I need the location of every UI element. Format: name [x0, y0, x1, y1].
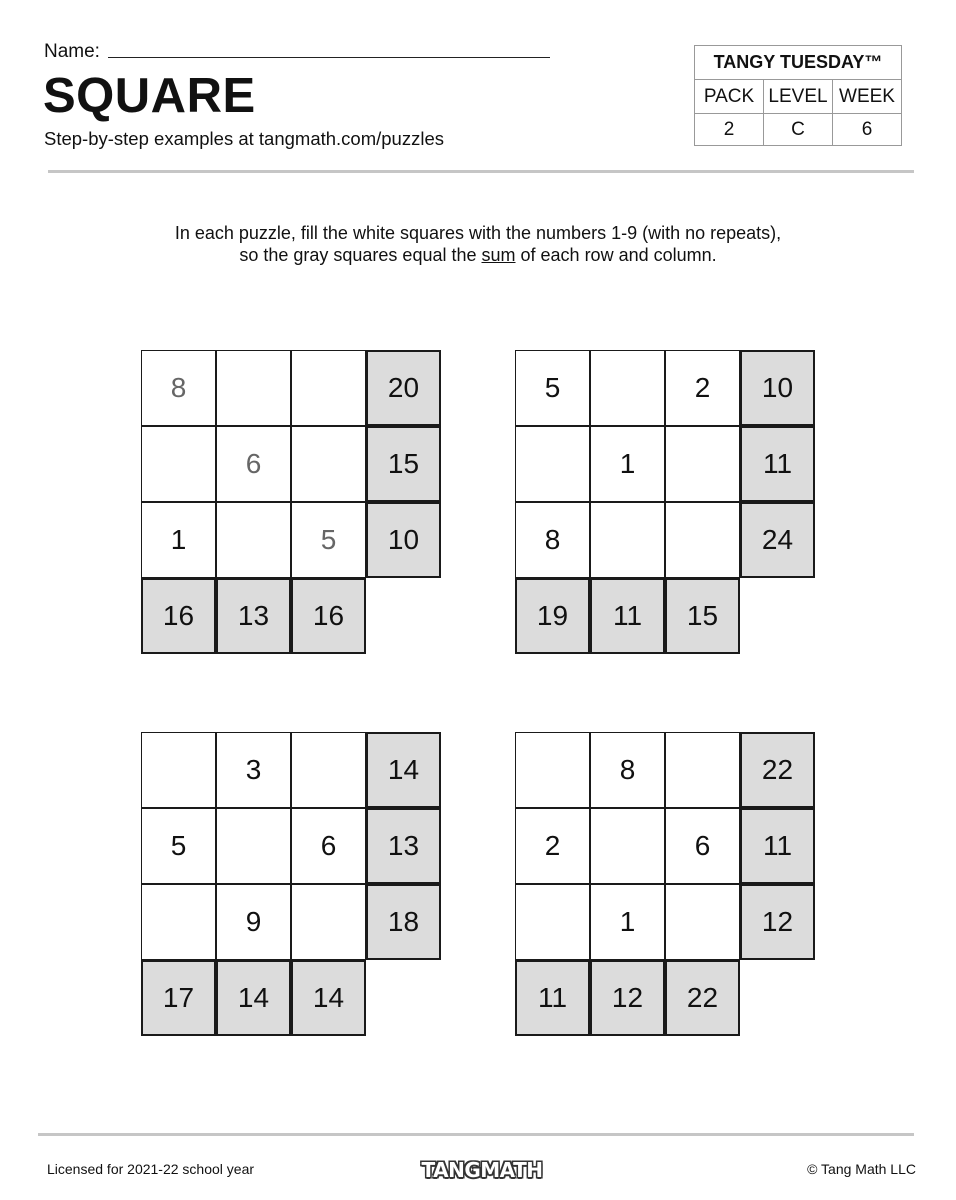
given-cell: 6	[291, 808, 366, 884]
empty-cell[interactable]	[590, 502, 665, 578]
puzzle-2	[515, 350, 815, 657]
empty-cell[interactable]	[515, 884, 590, 960]
given-cell: 8	[141, 350, 216, 426]
row-sum-cell: 13	[366, 808, 441, 884]
column-sum-cell: 19	[515, 578, 590, 654]
column-sum-cell: 11	[515, 960, 590, 1036]
row-sum-cell: 20	[366, 350, 441, 426]
row-sum-cell: 11	[740, 808, 815, 884]
column-sum-cell: 22	[665, 960, 740, 1036]
empty-cell[interactable]	[291, 732, 366, 808]
column-sum-cell: 12	[590, 960, 665, 1036]
given-cell: 8	[590, 732, 665, 808]
name-label: Name:	[44, 41, 100, 62]
row-sum-cell: 10	[740, 350, 815, 426]
given-cell: 8	[515, 502, 590, 578]
puzzle-1	[141, 350, 441, 657]
given-cell: 2	[515, 808, 590, 884]
given-cell: 1	[590, 426, 665, 502]
row-sum-cell: 12	[740, 884, 815, 960]
row-sum-cell: 14	[366, 732, 441, 808]
row-sum-cell: 24	[740, 502, 815, 578]
empty-cell[interactable]	[665, 732, 740, 808]
info-val-level: C	[764, 114, 833, 146]
page-title: SQUARE	[43, 69, 256, 123]
empty-cell[interactable]	[291, 426, 366, 502]
info-col-week: WEEK	[833, 80, 902, 114]
given-cell: 1	[141, 502, 216, 578]
column-sum-cell: 16	[141, 578, 216, 654]
instructions-line-2-pre: so the gray squares equal the	[239, 245, 482, 265]
given-cell: 6	[216, 426, 291, 502]
row-sum-cell: 22	[740, 732, 815, 808]
row-sum-cell: 10	[366, 502, 441, 578]
column-sum-cell: 15	[665, 578, 740, 654]
puzzle-3	[141, 732, 441, 1039]
column-sum-cell: 17	[141, 960, 216, 1036]
header-divider	[48, 170, 914, 173]
license-text: Licensed for 2021-22 school year	[47, 1161, 255, 1177]
given-cell: 3	[216, 732, 291, 808]
instructions-line-2	[0, 244, 956, 266]
empty-cell[interactable]	[665, 502, 740, 578]
info-val-week: 6	[833, 114, 902, 146]
info-table	[694, 45, 902, 146]
empty-cell[interactable]	[590, 350, 665, 426]
instructions-line-1: In each puzzle, fill the white squares with the numbers 1-9 (with no repeats),	[174, 223, 782, 243]
empty-cell[interactable]	[216, 808, 291, 884]
empty-cell[interactable]	[515, 426, 590, 502]
column-sum-cell: 11	[590, 578, 665, 654]
column-sum-cell: 13	[216, 578, 291, 654]
empty-cell[interactable]	[590, 808, 665, 884]
info-col-pack: PACK	[695, 80, 764, 114]
row-sum-cell: 18	[366, 884, 441, 960]
empty-cell[interactable]	[216, 502, 291, 578]
name-line[interactable]	[108, 57, 550, 58]
info-col-level: LEVEL	[764, 80, 833, 114]
subtitle: Step-by-step examples at tangmath.com/puzzles	[44, 128, 444, 149]
puzzle-4	[515, 732, 815, 1039]
column-sum-cell: 14	[216, 960, 291, 1036]
empty-cell[interactable]	[141, 426, 216, 502]
empty-cell[interactable]	[141, 732, 216, 808]
column-sum-cell: 16	[291, 578, 366, 654]
given-cell: 5	[141, 808, 216, 884]
empty-cell[interactable]	[665, 426, 740, 502]
given-cell: 6	[665, 808, 740, 884]
given-cell: 9	[216, 884, 291, 960]
empty-cell[interactable]	[216, 350, 291, 426]
given-cell: 1	[590, 884, 665, 960]
copyright-text: © Tang Math LLC	[807, 1161, 916, 1177]
empty-cell[interactable]	[141, 884, 216, 960]
given-cell: 5	[291, 502, 366, 578]
empty-cell[interactable]	[291, 350, 366, 426]
row-sum-cell: 11	[740, 426, 815, 502]
row-sum-cell: 15	[366, 426, 441, 502]
instructions	[0, 222, 956, 266]
footer-divider	[38, 1133, 914, 1136]
instructions-sum-word: sum	[481, 245, 516, 265]
empty-cell[interactable]	[291, 884, 366, 960]
info-val-pack: 2	[695, 114, 764, 146]
given-cell: 5	[515, 350, 590, 426]
empty-cell[interactable]	[515, 732, 590, 808]
given-cell: 2	[665, 350, 740, 426]
info-table-heading: TANGY TUESDAY™	[695, 46, 902, 80]
column-sum-cell: 14	[291, 960, 366, 1036]
logo-text: TANGMATH	[421, 1158, 543, 1182]
instructions-line-2-post: of each row and column.	[515, 245, 717, 265]
empty-cell[interactable]	[665, 884, 740, 960]
tangmath-logo	[421, 1157, 543, 1183]
